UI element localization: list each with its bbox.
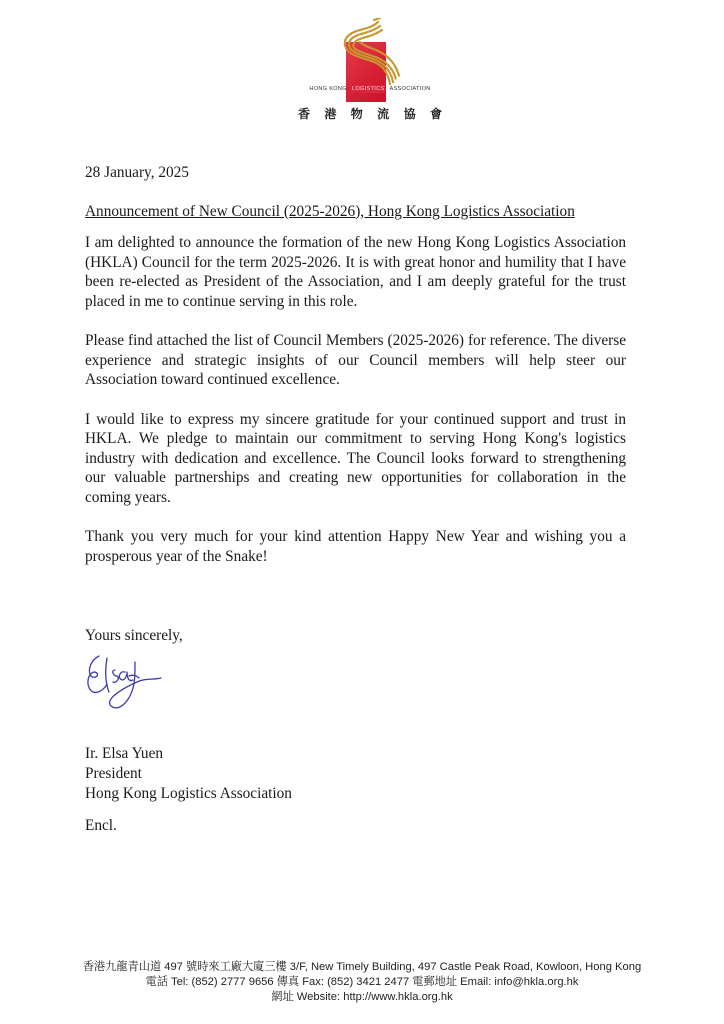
footer <box>0 960 724 1005</box>
paragraph: I am delighted to announce the formation of the new Hong Kong Logistics Association (HKLA) Council for the term 2025-2026. It is with great honor and humility that I have been re-elected as President of the Association, and I am deeply grateful for the trust placed in me to continue serving in this role. <box>85 234 626 310</box>
paragraph: I would like to express my sincere gratitude for your continued support and trust in HKLA. We pledge to maintain our commitment to serving Hong Kong's logistics industry with dedication and excellence. The Council looks forward to strengthening our valuable partnerships and creating new opportunities for collaboration in the coming years. <box>85 410 626 506</box>
signer-name: Ir. Elsa Yuen <box>85 745 164 762</box>
paragraph: Please find attached the list of Council Members (2025-2026) for reference. The diverse experience and strategic insights of our Council members will help steer our Association toward continued excellence. <box>85 332 626 389</box>
logo-zh-char: 物 <box>350 107 363 121</box>
logo-text-hong-kong: HONG KONG <box>309 86 347 92</box>
logo-english-name <box>290 85 450 93</box>
letter-body <box>85 163 626 586</box>
paragraph: Thank you very much for your kind attention Happy New Year and wishing you a prosperous year of the Snake! <box>85 528 626 565</box>
letter-subject: Announcement of New Council (2025-2026), Hong Kong Logistics Association <box>85 202 575 220</box>
logo-zh-char: 港 <box>324 107 337 121</box>
signer-title: President <box>85 765 142 782</box>
logo-dragon-swirl-icon <box>330 18 410 88</box>
closing: Yours sincerely, <box>85 627 183 644</box>
logo-zh-char: 香 <box>298 107 311 121</box>
signer-block <box>85 744 292 804</box>
enclosure-note: Encl. <box>85 817 117 834</box>
footer-website[interactable]: 網址 Website: http://www.hkla.org.hk <box>271 991 453 1003</box>
hkla-logo <box>290 18 450 128</box>
logo-zh-char: 協 <box>403 107 416 121</box>
logo-zh-char: 會 <box>429 107 442 121</box>
logo-text-logistics: LOGISTICS <box>351 86 385 92</box>
footer-contact: 電話 Tel: (852) 2777 9656 傳真 Fax: (852) 3421 2477 電郵地址 Email: info@hkla.org.hk <box>145 976 579 988</box>
signature-icon <box>85 652 185 722</box>
signer-organization: Hong Kong Logistics Association <box>85 785 292 802</box>
logo-text-association: ASSOCIATION <box>389 86 431 92</box>
footer-address: 香港九龍青山道 497 號時來工廠大廈三樓 3/F, New Timely Building, 497 Castle Peak Road, Kowloon, Hong Kong <box>82 961 642 973</box>
letter-date: 28 January, 2025 <box>85 164 189 181</box>
logo-chinese-name <box>298 105 442 122</box>
logo-zh-char: 流 <box>377 107 390 121</box>
